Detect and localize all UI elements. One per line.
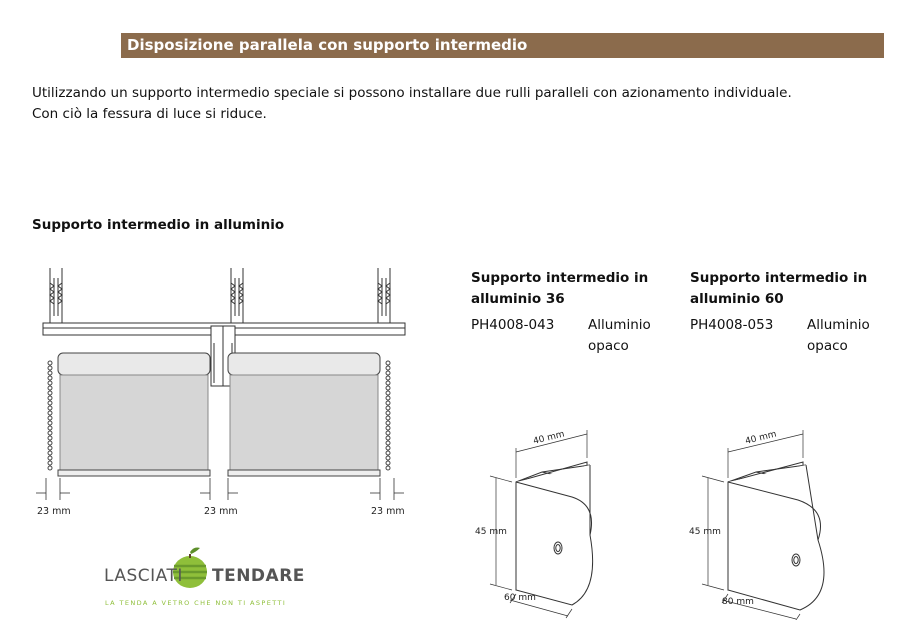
page-title: Disposizione parallela con supporto intermedio xyxy=(127,36,528,54)
dim-side-label: 45 mm xyxy=(689,527,721,537)
dim-label-center: 23 mm xyxy=(204,506,238,517)
material-line1: Alluminio xyxy=(588,317,651,333)
logo-text-lasciati: LASCIATI xyxy=(104,566,183,586)
product-material xyxy=(807,315,897,357)
product-code: PH4008-043 xyxy=(471,317,555,333)
product-name-line1: Supporto intermedio in xyxy=(471,270,649,286)
parallel-rollers-diagram xyxy=(28,268,418,523)
product-code: PH4008-053 xyxy=(690,317,774,333)
material-line2: opaco xyxy=(807,338,848,354)
wall-anchor-right xyxy=(378,268,390,323)
wall-anchor-left xyxy=(50,268,62,323)
bead-chain-right xyxy=(386,361,390,470)
wall-anchor-center xyxy=(231,268,243,323)
product-name-line1: Supporto intermedio in xyxy=(690,270,868,286)
product-name-line2: alluminio 60 xyxy=(690,291,784,307)
material-line1: Alluminio xyxy=(807,317,870,333)
roller-right xyxy=(228,353,380,375)
product-material xyxy=(588,315,678,357)
dim-label-left: 23 mm xyxy=(37,506,71,517)
fabric-right xyxy=(230,375,378,470)
bead-chain-left xyxy=(48,361,52,470)
intro-line-1: Utilizzando un supporto intermedio speciale si possono installare due rulli paralleli con azionamento individuale. xyxy=(32,85,792,101)
dim-label-right: 23 mm xyxy=(371,506,405,517)
section-heading: Supporto intermedio in alluminio xyxy=(32,217,285,233)
title-bar xyxy=(121,33,884,58)
material-line2: opaco xyxy=(588,338,629,354)
product-card-36 xyxy=(471,268,681,357)
product-card-60 xyxy=(690,268,890,357)
dim-top-label: 40 mm xyxy=(744,429,778,447)
dim-bottom-label: 60 mm xyxy=(504,593,536,603)
roller-left xyxy=(58,353,210,375)
bracket-60-drawing xyxy=(688,420,848,620)
intro-text xyxy=(32,83,862,125)
dim-top-label: 40 mm xyxy=(532,429,566,447)
logo-tagline: LA TENDA A VETRO CHE NON TI ASPETTI xyxy=(105,599,287,607)
product-name-line2: alluminio 36 xyxy=(471,291,565,307)
brand-logo xyxy=(104,544,304,614)
logo-text-tendare: TENDARE xyxy=(212,566,305,586)
intro-line-2: Con ciò la fessura di luce si riduce. xyxy=(32,106,267,122)
fabric-left xyxy=(60,375,208,470)
dim-bottom-label: 80 mm xyxy=(722,597,754,607)
dim-side-label: 45 mm xyxy=(475,527,507,537)
bracket-36-drawing xyxy=(472,420,622,620)
